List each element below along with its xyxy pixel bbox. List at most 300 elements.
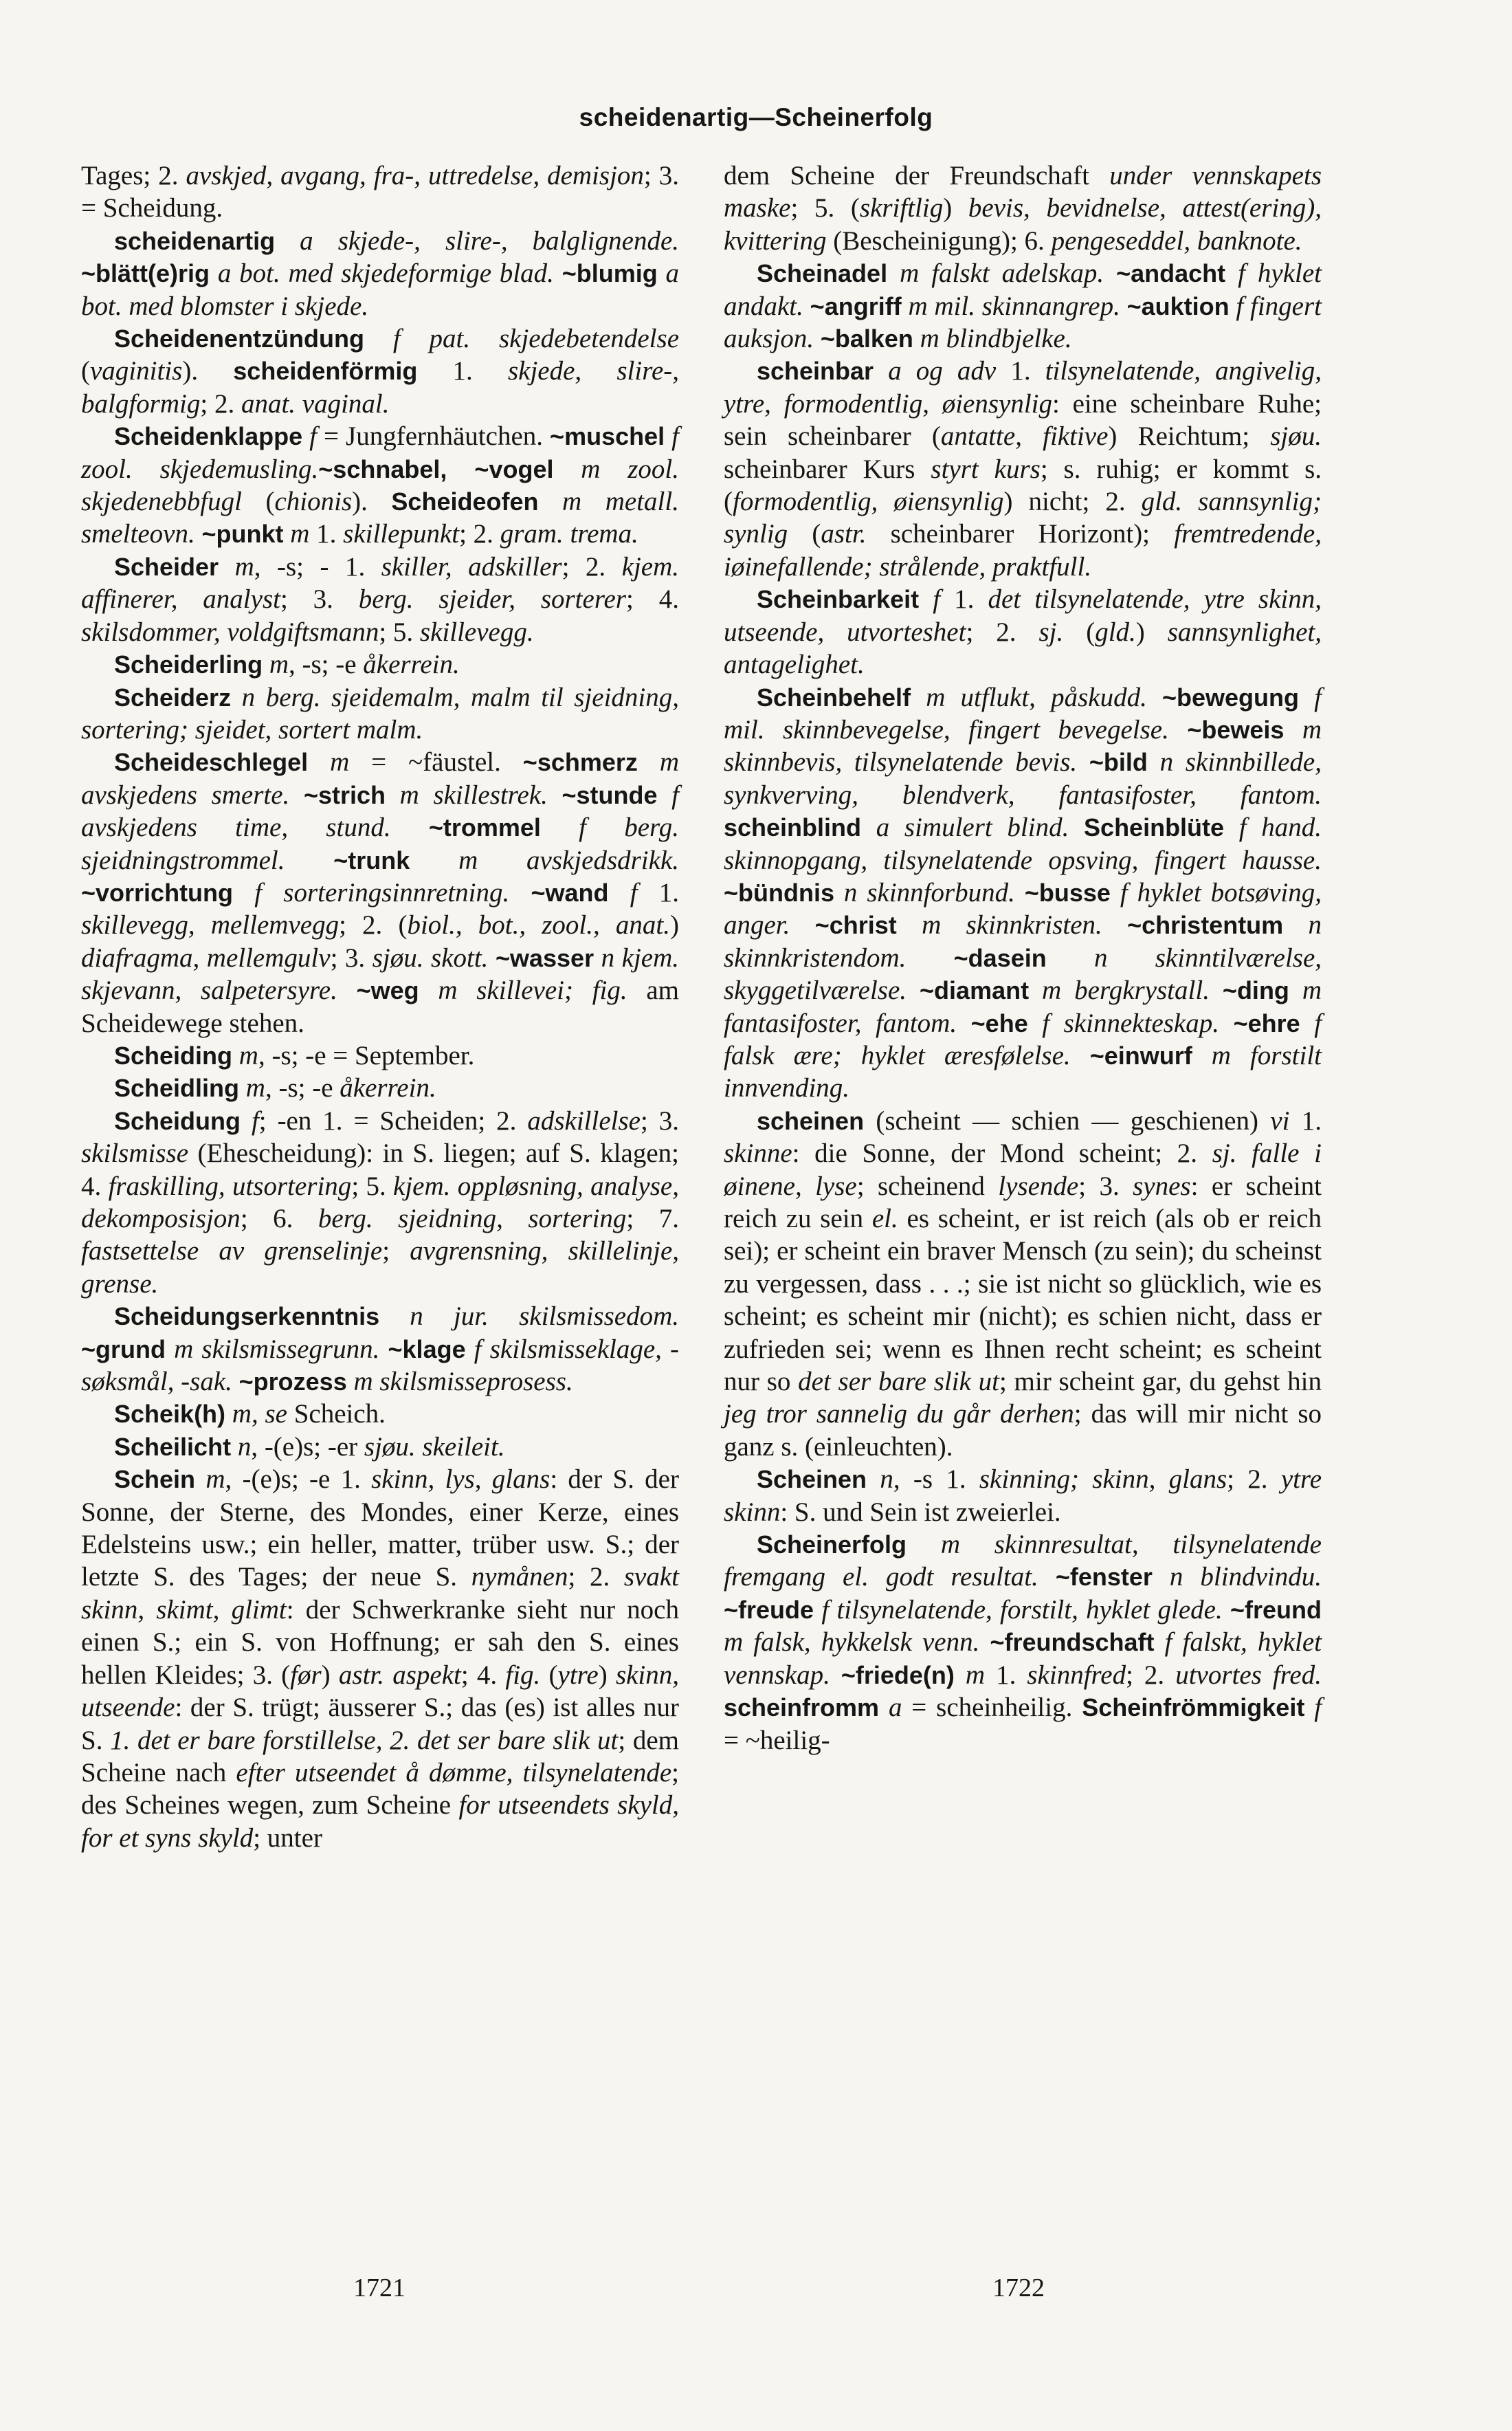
gloss-text: skinne (724, 1138, 792, 1169)
gloss-text: skinnfred (1027, 1660, 1126, 1690)
entry-text: ; -en 1. = Scheiden; 2. (258, 1106, 528, 1136)
gloss-text: skilsdommer, voldgiftsmann (81, 617, 379, 647)
gloss-text: berg. sjeidning, sortering (318, 1204, 627, 1233)
entry-text: ; 2. ( (339, 910, 408, 940)
headword: ~vorrichtung (81, 878, 234, 907)
gloss-text: a bot. med blomster i skjede. (81, 258, 680, 321)
entry-text: ; 5. ( (790, 193, 860, 223)
entry-text: ) (943, 193, 968, 223)
gloss-text: m falskt adelskap. (900, 258, 1104, 289)
gloss-text: m bergkrystall. (1042, 976, 1210, 1006)
gloss-text: vaginitis (90, 356, 183, 386)
gloss-text: svakt skinn, skimt, glimt (81, 1562, 679, 1625)
entry-text (195, 1464, 205, 1494)
entry-text: : die Sonne, der Mond scheint; 2. (792, 1138, 1212, 1169)
gloss-text: m skillestrek. (399, 780, 548, 810)
dictionary-entry (724, 160, 1322, 257)
entry-text: scheinbarer Horizont); (866, 519, 1175, 549)
gloss-text: skinning; skinn, glans (979, 1464, 1227, 1495)
gloss-text: n skinnbillede, synkverving, blendverk, fantasifoster, fantom. (724, 747, 1322, 810)
gloss-text: f (309, 421, 317, 452)
dictionary-entry (724, 1463, 1322, 1528)
headword: ~friede(n) (841, 1660, 955, 1689)
headword: ~wasser (495, 943, 594, 972)
entry-text (658, 258, 666, 288)
headword: Scheidenentzündung (114, 324, 364, 353)
entry-text: ; dem Scheine nach (81, 1725, 679, 1788)
entry-text: scheinbarer Kurs (724, 454, 931, 484)
headword: ~einwurf (1089, 1041, 1192, 1070)
entry-text (283, 519, 290, 549)
gloss-text: før (290, 1660, 322, 1690)
entry-text: ) Reichtum; (1108, 421, 1271, 452)
gloss-text: a skjede-, slire-, balglignende. (300, 226, 679, 256)
gloss-text: skinn, utseende (81, 1660, 680, 1723)
entry-text: : er scheint reich zu sein (724, 1171, 1322, 1233)
headword: ~christ (814, 911, 897, 940)
headword: Scheinadel (757, 259, 888, 288)
entry-text: dem Scheine der Freundschaft (724, 161, 1110, 190)
entry-text: am Scheidewege stehen. (81, 976, 680, 1038)
headword: ~ehre (1233, 1009, 1300, 1037)
dictionary-entry (81, 225, 679, 322)
page-number-left: 1721 (353, 2274, 405, 2302)
entry-text: ; 2. (459, 519, 500, 549)
gloss-text: åkerrein. (340, 1073, 436, 1103)
headword: ~blätt(e)rig (81, 259, 210, 288)
entry-text (1147, 683, 1162, 712)
headword: ~freund (1230, 1595, 1322, 1624)
gloss-text: f avskjedens time, stund. (81, 780, 680, 843)
entry-text (263, 650, 269, 679)
headword: ~dasein (953, 943, 1047, 972)
entry-text (957, 1009, 971, 1038)
headword: Scheik(h) (114, 1400, 226, 1429)
gloss-text: m utflukt, påskudd. (926, 682, 1147, 712)
gloss-text: f falsk ære; hyklet æresfølelse. (724, 1008, 1322, 1070)
dictionary-entry (81, 1300, 679, 1398)
gloss-text: formodentlig, øiensynlig (733, 487, 1004, 517)
entry-text: ; 2. (966, 617, 1039, 647)
entry-text (1102, 910, 1127, 940)
gloss-text: f fingert auksjon. (724, 291, 1322, 354)
entry-text: ; des Scheines wegen, zum Scheine (81, 1757, 679, 1820)
entry-text: ; 2. (562, 551, 622, 582)
gloss-text: el. (871, 1204, 898, 1233)
gloss-text: skillepunkt (343, 519, 460, 549)
gloss-text: pengeseddel, banknote. (1051, 226, 1302, 256)
entry-text (897, 910, 922, 940)
gloss-text: f falskt, hyklet vennskap. (724, 1627, 1322, 1690)
gloss-text: a (888, 1693, 902, 1723)
headword: Scheidungserkenntnis (114, 1302, 380, 1331)
dictionary-entry (81, 648, 679, 681)
gloss-text: ytre (557, 1660, 599, 1690)
gloss-text: m, se (232, 1399, 287, 1429)
gloss-text: skriftlig (859, 193, 944, 223)
gloss-text: 1. det er bare forstillelse, 2. det ser bare slik ut (110, 1725, 619, 1755)
gloss-text: synes (1133, 1171, 1191, 1201)
gloss-text: sjøu. skott. (372, 943, 489, 973)
gloss-text: tilsynelatende, angivelig, ytre, formodentlig, øiensynlig (724, 356, 1322, 419)
entry-text (979, 1627, 990, 1657)
gloss-text: n kjem. skjevann, salpetersyre. (81, 943, 680, 1006)
gloss-text: styrt kurs (931, 454, 1041, 484)
entry-text: ( (1063, 617, 1096, 647)
headword: Scheinfrömmigkeit (1082, 1693, 1305, 1722)
gloss-text: det ser bare slik ut (798, 1367, 999, 1397)
entry-text: ; 2. (200, 388, 241, 419)
entry-text: ( (241, 487, 275, 517)
gloss-text: m skilsmissegrunn. (174, 1334, 380, 1364)
headword: scheinen (757, 1106, 865, 1135)
entry-text (1015, 878, 1025, 908)
gloss-text: m skilsmisseprosess. (353, 1367, 573, 1397)
gloss-text: skillevegg. (419, 617, 534, 647)
entry-text: ; 7. (626, 1204, 679, 1233)
entry-text (1120, 292, 1127, 321)
entry-text: = ~fäustel. (349, 747, 523, 778)
entry-text: ). (352, 487, 392, 517)
dictionary-entry (81, 551, 679, 648)
entry-text: ( (540, 1660, 558, 1690)
entry-text: : S. und Sein ist zweierlei. (780, 1497, 1061, 1527)
entry-text: , -(e)s; -er (251, 1431, 364, 1462)
entry-text (1028, 1009, 1043, 1038)
entry-text: : der S. der Sonne, der Sterne, des Mondes, einer Kerze, eines Edelsteins usw.; ein heller, matter, trüber usw. S.; der letzte S. des Tages; der neue S. (81, 1464, 679, 1592)
headword: ~bild (1089, 748, 1148, 777)
headword: ~ehe (970, 1009, 1028, 1037)
dictionary-entry (81, 160, 679, 225)
entry-text: 1. (996, 356, 1045, 386)
headword: ~beweis (1187, 715, 1285, 744)
gloss-text: m (269, 650, 289, 680)
dictionary-entry (81, 746, 679, 1040)
gloss-text: n skinntilværelse, skyggetilværelse. (724, 943, 1322, 1006)
entry-text (1210, 976, 1223, 1005)
entry-text (308, 747, 330, 777)
entry-text: ) (321, 1660, 339, 1690)
entry-text (609, 878, 630, 908)
entry-text (1219, 1009, 1234, 1038)
gloss-text: n berg. sjeidemalm, malm til sjeidning, sortering; sjeidet, sortert malm. (81, 682, 680, 745)
headword: Scheinblüte (1084, 813, 1225, 842)
gloss-text: sjøu. skeileit. (364, 1431, 505, 1462)
entry-text (665, 421, 671, 451)
gloss-text: astr. aspekt (338, 1660, 461, 1690)
dictionary-entry (81, 1431, 679, 1463)
headword: Scheinbarkeit (757, 585, 920, 614)
entry-text (1304, 1693, 1314, 1722)
gloss-text: m avskjedsdrikk. (458, 845, 680, 875)
entry-text (553, 454, 581, 484)
entry-text (1223, 1595, 1230, 1625)
gloss-text: f skinnekteskap. (1042, 1008, 1219, 1038)
headword: Scheiderz (114, 683, 232, 712)
headword: Scheiderling (114, 650, 263, 679)
entry-text: ; unter (253, 1823, 322, 1853)
entry-text (225, 1399, 232, 1429)
entry-text: ; s. ruhig; er kommt s. ( (724, 454, 1322, 517)
dictionary-entry (81, 322, 679, 420)
gloss-text: åkerrein. (363, 650, 460, 680)
entry-text: 1. (309, 519, 344, 549)
entry-text (289, 780, 304, 810)
gloss-text: fremtredende, iøinefallende; strålende, praktfull. (724, 519, 1322, 582)
entry-text: , -s; - 1. (254, 551, 381, 582)
headword: ~fenster (1055, 1563, 1153, 1592)
entry-text (275, 226, 300, 256)
dictionary-entry (724, 1105, 1322, 1463)
gloss-text: m forstilt innvending. (724, 1040, 1322, 1103)
gloss-text: n blindvindu. (1169, 1562, 1322, 1592)
right-column (724, 160, 1322, 1757)
gloss-text: adskillelse (527, 1106, 641, 1136)
entry-text: ; 6. (240, 1204, 318, 1233)
entry-text (913, 324, 920, 353)
entry-text: ) (670, 910, 679, 940)
entry-text (509, 878, 531, 908)
entry-text: ; scheinend (856, 1171, 999, 1201)
gloss-text: sannsynlighet, antagelighet. (724, 617, 1322, 680)
entry-text (955, 1660, 966, 1690)
entry-text: ; 4. (626, 584, 679, 615)
gloss-text: efter utseendet å dømme, tilsynelatende (236, 1757, 672, 1788)
gloss-text: m skillevei; fig. (438, 976, 627, 1006)
entry-text: ; das will mir nicht so ganz s. (einleuchten). (724, 1399, 1322, 1462)
entry-text: ( (788, 519, 821, 549)
gloss-text: under vennskapets maske (724, 161, 1322, 223)
gloss-text: m metall. smelteovn. (81, 487, 679, 549)
entry-text: = scheinheilig. (902, 1693, 1082, 1723)
gloss-text: kjem. oppløsning, analyse, dekomposisjon (81, 1171, 679, 1233)
entry-text (410, 846, 458, 875)
headword: Scheidenklappe (114, 422, 303, 451)
gloss-text: a og adv (888, 356, 997, 386)
entry-text: es scheint, er ist reich (als ob er reich sei); er scheint ein braver Mensch (zu sein); du scheinst zu vergessen, dass . . .; sie ist nicht so glücklich, wie es scheint; es scheint mir (nicht); es schien nicht, dass er zufrieden sei; wenn es Ihnen recht scheint; es scheint nur so (724, 1204, 1322, 1397)
gloss-text: m (290, 519, 310, 549)
headword: scheidenartig (114, 226, 276, 255)
entry-text (834, 878, 844, 908)
gloss-text: bevis, bevidnelse, attest(ering), kvittering (724, 193, 1322, 256)
entry-text (379, 1301, 410, 1331)
gloss-text: f sorteringsinnretning. (254, 877, 510, 908)
entry-text: ) nicht; 2. (1003, 487, 1142, 517)
headword: scheinblind (724, 813, 862, 842)
gloss-text: n skinnkristendom. (724, 910, 1322, 973)
entry-text (285, 846, 333, 875)
headword: ~trommel (428, 813, 541, 842)
headword: Scheideschlegel (114, 748, 309, 777)
gloss-text: n (880, 1464, 893, 1495)
entry-text: ; 5. (379, 617, 420, 647)
dictionary-entry (81, 1105, 679, 1300)
headword: ~freude (724, 1595, 814, 1624)
headword: scheinfromm (724, 1693, 880, 1722)
entry-text: ; mir scheint gar, du gehst hin (999, 1367, 1322, 1397)
gloss-text: gram. trema. (500, 519, 638, 549)
entry-text (241, 1106, 252, 1136)
headword: ~bündnis (724, 878, 834, 907)
gloss-text: m (238, 1040, 258, 1070)
entry-text: Tages; 2. (81, 161, 186, 190)
entry-text (867, 1464, 880, 1494)
headword: ~andacht (1116, 259, 1226, 288)
entry-text: , -s; -e (265, 1073, 340, 1103)
left-column (81, 160, 679, 1854)
entry-text: ; 4. (460, 1660, 506, 1690)
entry-text (231, 1432, 238, 1462)
entry-text (803, 292, 810, 321)
entry-text (541, 813, 579, 842)
entry-text: ) (598, 1660, 616, 1690)
gloss-text: a bot. med skjedeformige blad. (217, 258, 554, 289)
entry-text: ; 3. (640, 1106, 680, 1136)
entry-text: : der Schwerkranke sieht nur noch einen S.; ein S. von Hoffnung; er sah den S. eines hellen Kleides; 3. ( (81, 1594, 679, 1690)
entry-text: ; 2. (568, 1562, 624, 1592)
gloss-text: m mil. skinnangrep. (908, 291, 1120, 321)
entry-text: ( (81, 356, 90, 386)
running-head: scheidenartig—Scheinerfolg (579, 103, 933, 131)
headword: Scheiding (114, 1041, 233, 1070)
headword: ~grund (81, 1334, 166, 1363)
headword: ~auktion (1126, 292, 1230, 320)
gloss-text: f (251, 1106, 259, 1136)
gloss-text: fig. (505, 1660, 541, 1690)
gloss-text: ytre skinn (724, 1464, 1322, 1527)
entry-text (1077, 747, 1089, 777)
entry-text: = Jungfernhäutchen. (316, 421, 551, 452)
gloss-text: m skinnkristen. (922, 910, 1102, 940)
headword: ~balken (820, 324, 913, 353)
entry-text (919, 584, 933, 614)
entry-text (879, 1693, 889, 1722)
entry-text (814, 1595, 821, 1625)
gloss-text: m zool. skjedenebbfugl (81, 454, 680, 517)
headword: scheidenförmig (233, 357, 418, 386)
headword: scheinbar (757, 357, 874, 386)
entry-text (906, 943, 953, 973)
page-number-right: 1722 (992, 2274, 1045, 2302)
gloss-text: f berg. sjeidningstrommel. (81, 813, 680, 875)
gloss-text: jeg tror sannelig du går derhen (724, 1399, 1074, 1429)
headword: ~ding (1222, 976, 1289, 1005)
gloss-text: f zool. skjedemusling. (81, 421, 680, 484)
dictionary-entry (81, 1072, 679, 1104)
entry-text: , -s; -e = September. (258, 1040, 475, 1070)
entry-text (554, 258, 562, 288)
entry-text (391, 813, 429, 842)
entry-text (1071, 1041, 1090, 1070)
gloss-text: skinn, lys, glans (371, 1464, 551, 1495)
gloss-text: avgrensning, skillelinje, grense. (81, 1236, 679, 1299)
gloss-text: berg. sjeider, sorterer (358, 584, 627, 615)
entry-text (231, 683, 242, 712)
headword: ~bewegung (1161, 683, 1300, 712)
entry-text: ; 3. = Scheidung. (81, 161, 679, 223)
gloss-text: det tilsynelatende, ytre skinn, utseende, utvorteshet (724, 584, 1322, 647)
dictionary-entry (81, 681, 679, 747)
headword: Scheideofen (391, 487, 539, 516)
entry-text (239, 1073, 246, 1103)
dictionary-entry (81, 1463, 679, 1854)
entry-text: Scheich. (287, 1399, 386, 1429)
entry-text (1283, 910, 1308, 940)
gloss-text: fraskilling, utsortering (108, 1171, 352, 1201)
entry-text: ; 3. (1078, 1171, 1133, 1201)
dictionary-entry (724, 1528, 1322, 1757)
entry-text (195, 519, 202, 549)
entry-text (1154, 1627, 1164, 1657)
entry-text (658, 780, 672, 810)
entry-text (1300, 1009, 1315, 1038)
headword: Schein (114, 1465, 196, 1494)
entry-text (907, 1530, 941, 1559)
headword: ~busse (1024, 878, 1111, 907)
gloss-text: gld. sannsynlig; synlig (724, 487, 1322, 549)
gloss-text: a simulert blind. (876, 813, 1069, 843)
gloss-text: f hand. skinnopgang, tilsynelatende opsving, fingert hausse. (724, 813, 1322, 875)
gloss-text: n jur. skilsmissedom. (410, 1301, 680, 1332)
entry-text: : der S. trügt; äusserer S.; das (es) ist alles nur S. (81, 1693, 679, 1755)
entry-text: ) (1135, 617, 1168, 647)
headword: ~wand (531, 878, 609, 907)
gloss-text: m (330, 747, 350, 778)
entry-text: , -s 1. (893, 1464, 979, 1495)
headword: ~christentum (1127, 911, 1284, 940)
entry-text (466, 1334, 474, 1364)
gloss-text: utvortes fred. (1175, 1660, 1322, 1690)
gloss-text: f (1314, 1693, 1322, 1723)
gloss-text: m blindbjelke. (920, 324, 1072, 354)
headword: Scheinen (757, 1465, 867, 1494)
entry-text (1230, 292, 1236, 321)
entry-text: ; 2. (1126, 1660, 1176, 1690)
entry-text (1224, 813, 1239, 842)
headword: Scheilicht (114, 1432, 232, 1461)
entry-text (1225, 258, 1238, 288)
headword: Scheidung (114, 1106, 241, 1135)
headword: ~diamant (920, 976, 1030, 1005)
gloss-text: antatte, fiktive (940, 421, 1109, 452)
entry-text (1153, 1562, 1170, 1592)
entry-text (1289, 976, 1302, 1005)
entry-text (830, 1660, 841, 1690)
entry-text: ; 2. (1227, 1464, 1281, 1495)
headword: ~schnabel, ~vogel (318, 454, 554, 483)
headword: ~klage (388, 1334, 466, 1363)
entry-text: 1. (417, 356, 508, 386)
headword: ~schmerz (522, 748, 638, 777)
entry-text (907, 976, 920, 1005)
dictionary-entry (81, 420, 679, 551)
entry-text: ; 3. (280, 584, 359, 615)
gloss-text: f pat. skjedebetendelse (392, 324, 680, 354)
entry-text (419, 976, 438, 1005)
gloss-text: m skinnbevis, tilsynelatende bevis. (724, 714, 1322, 778)
entry-text (638, 747, 660, 777)
entry-text (233, 878, 254, 908)
gloss-text: avskjed, avgang, fra-, uttredelse, demisjon (186, 161, 644, 190)
entry-text: 1. (985, 1660, 1027, 1690)
entry-text: = ~heilig- (724, 1725, 830, 1755)
entry-text: ). (182, 356, 234, 386)
entry-text (219, 552, 235, 582)
headword: ~freundschaft (990, 1628, 1155, 1657)
gloss-text: m (245, 1073, 265, 1103)
entry-text: (Ehescheidung): in S. liegen; auf S. klagen; 4. (81, 1138, 679, 1201)
gloss-text: m avskjedens smerte. (81, 747, 679, 810)
